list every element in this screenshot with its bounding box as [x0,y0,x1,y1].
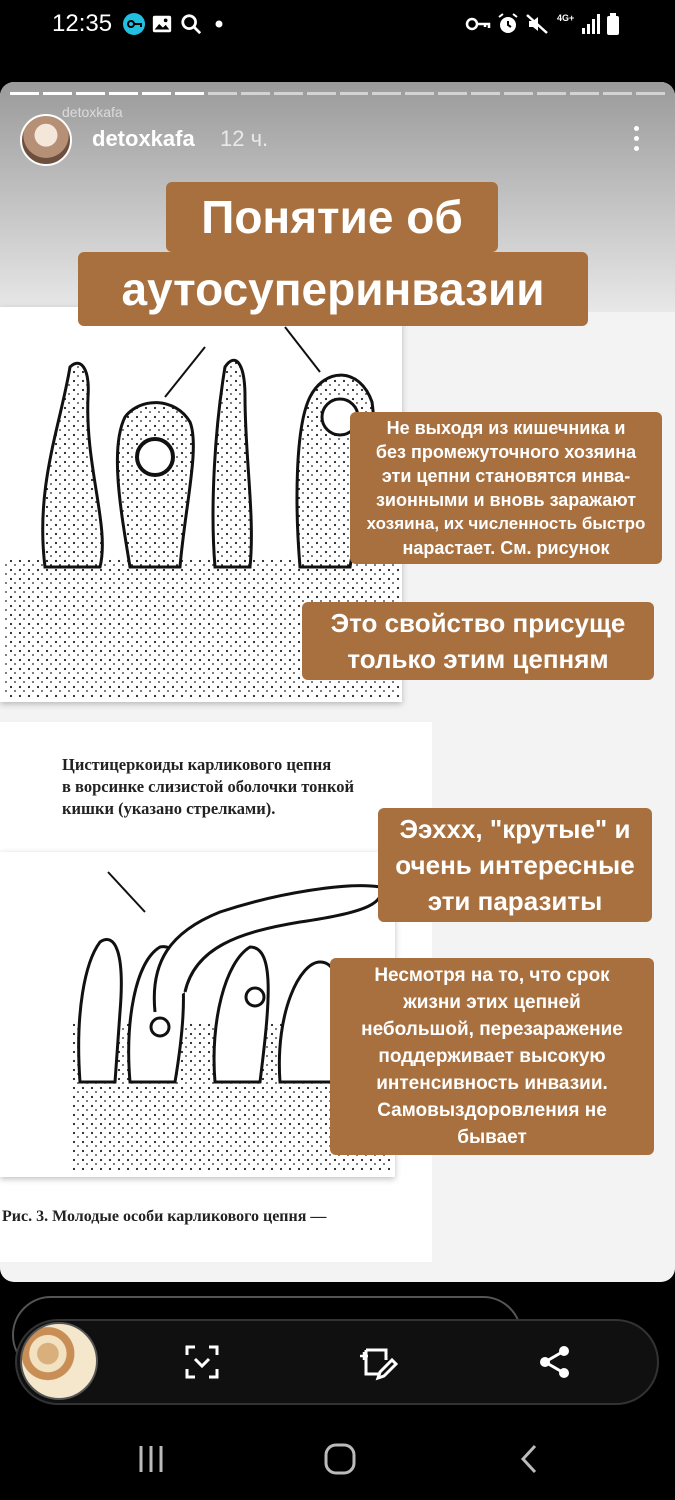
avatar[interactable] [20,114,72,166]
story-progress [10,92,665,96]
story-title-line1: Понятие об [166,182,498,252]
image-icon [151,12,173,36]
textbook-caption-bottom [0,1200,432,1240]
navigation-bar [0,1420,675,1500]
signal-icon [580,12,602,36]
screenshot-thumbnail[interactable] [20,1322,98,1400]
ghost-username: detoxkafa [62,104,123,120]
share-icon[interactable] [538,1344,572,1380]
figure-caption-2: Рис. 3. Молодые особи карликового цепня — [2,1208,327,1225]
mute-icon [525,12,549,36]
vpn-key-icon [465,12,491,36]
add-sticker-icon[interactable] [358,1342,400,1382]
home-icon[interactable] [323,1442,357,1476]
battery-icon [606,12,620,36]
story-viewer[interactable] [0,82,675,1282]
username[interactable]: detoxkafa [92,126,195,151]
story-time: 12 ч. [220,126,269,151]
note-2: Это свойство присуще только этим цепням [302,602,654,680]
status-time: 12:35 [52,10,113,37]
status-bar [0,0,675,50]
dot-icon [214,12,224,36]
alarm-icon [496,12,520,36]
search-icon [180,12,202,36]
recents-icon[interactable] [135,1442,167,1476]
key-icon [122,12,146,36]
note-1: Не выходя из кишечника и без промежуточного хозяина эти цепни становятся инва- зионными и вновь заражают хозяина, их численность быстро нарастает. См. рисунок [350,412,662,564]
more-options-icon[interactable] [626,124,646,154]
story-title-line2: аутосуперинвазии [78,252,588,326]
figure-caption-1: Цистицеркоиды карликового цепня в ворсинке слизистой оболочки тонкой кишки (указано стрелками). [62,755,354,818]
note-4: Несмотря на то, что срок жизни этих цепней небольшой, перезаражение поддерживает высокую интенсивность инвазии. Самовыздоровления не бывает [330,958,654,1155]
network-type: 4G+ [557,13,575,23]
note-3: Ээххх, "крутые" и очень интересные эти паразиты [378,808,652,922]
back-icon[interactable] [515,1442,545,1476]
scan-icon[interactable] [184,1344,220,1380]
